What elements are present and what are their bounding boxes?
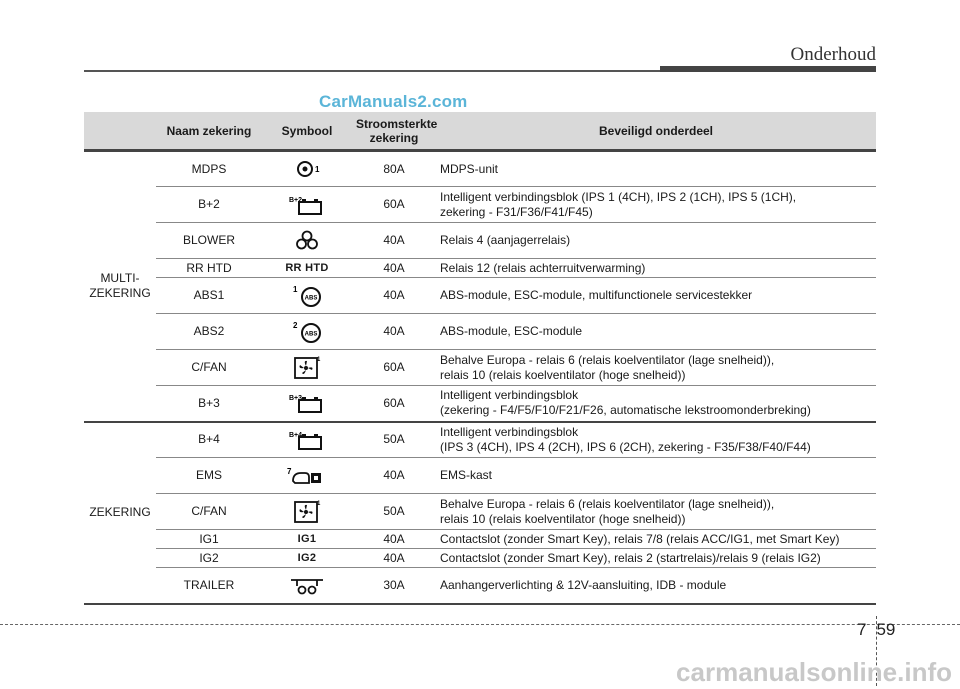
battery-2-icon — [262, 187, 352, 223]
fuse-desc: Behalve Europa - relais 6 (relais koelventilator (lage snelheid)), relais 10 (relais koelventilator (hoge snelheid)) — [436, 494, 876, 530]
fuse-desc: Intelligent verbindingsblok (zekering - F4/F5/F10/F21/F26, automatische lekstroomonderbreking) — [436, 386, 876, 422]
header-group — [84, 112, 156, 151]
fuse-name: ABS2 — [156, 314, 262, 350]
fuse-name: C/FAN — [156, 494, 262, 530]
fuse-name: IG2 — [156, 549, 262, 568]
table-row — [84, 494, 876, 530]
group-label-zekering: ZEKERING — [84, 422, 156, 604]
watermark-top: CarManuals2.com — [319, 92, 468, 111]
svg-text:1: 1 — [317, 356, 321, 363]
fuse-desc: Intelligent verbindingsblok (IPS 1 (4CH), IPS 2 (1CH), IPS 5 (1CH), zekering - F31/F36/F41/F45) — [436, 187, 876, 223]
fuse-rating: 40A — [352, 278, 436, 314]
fuse-desc: Intelligent verbindingsblok (IPS 3 (4CH), IPS 4 (2CH), IPS 6 (2CH), zekering - F35/F38/F40/F44) — [436, 422, 876, 458]
fuse-rating: 80A — [352, 151, 436, 187]
svg-text:2: 2 — [293, 320, 298, 330]
battery-4-icon — [262, 422, 352, 458]
fuse-rating: 40A — [352, 259, 436, 278]
blower-fan-icon — [262, 223, 352, 259]
svg-text:B+2: B+2 — [289, 196, 303, 204]
table-row — [84, 386, 876, 422]
svg-text:1: 1 — [317, 500, 321, 507]
ems-icon — [262, 458, 352, 494]
section-title: Onderhoud — [790, 44, 876, 65]
page-number — [857, 620, 895, 640]
table-row — [84, 187, 876, 223]
ig2-symbol: IG2 — [262, 549, 352, 568]
watermark-bottom: carmanualsonline.info — [676, 657, 952, 687]
svg-text:B+3: B+3 — [289, 395, 303, 403]
fuse-desc: Relais 4 (aanjagerrelais) — [436, 223, 876, 259]
rr-htd-symbol: RR HTD — [262, 259, 352, 278]
svg-text:B+4: B+4 — [289, 431, 303, 439]
table-row — [84, 314, 876, 350]
fuse-rating: 30A — [352, 568, 436, 604]
svg-text:7: 7 — [287, 466, 292, 476]
fuse-name: TRAILER — [156, 568, 262, 604]
fuse-desc: ABS-module, ESC-module, multifunctionele servicestekker — [436, 278, 876, 314]
svg-text:1: 1 — [293, 284, 298, 294]
mdps-icon — [262, 151, 352, 187]
header-rating: Stroomsterkte zekering — [352, 112, 436, 151]
fuse-desc: Contactslot (zonder Smart Key), relais 7/8 (relais ACC/IG1, met Smart Key) — [436, 530, 876, 549]
table-row — [84, 530, 876, 549]
svg-text:1: 1 — [315, 165, 320, 174]
table-row — [84, 458, 876, 494]
fuse-table — [84, 112, 876, 605]
table-row — [84, 422, 876, 458]
header-name: Naam zekering — [156, 112, 262, 151]
table-row — [84, 259, 876, 278]
page-number-value: 59 — [876, 620, 896, 639]
fuse-rating: 40A — [352, 530, 436, 549]
fuse-rating: 60A — [352, 350, 436, 386]
cooling-fan-icon — [262, 350, 352, 386]
svg-text:ABS: ABS — [304, 331, 318, 337]
fuse-name: EMS — [156, 458, 262, 494]
battery-3-icon — [262, 386, 352, 422]
table-row — [84, 223, 876, 259]
header-rule-accent — [660, 66, 876, 72]
fuse-desc: ABS-module, ESC-module — [436, 314, 876, 350]
table-row — [84, 350, 876, 386]
cooling-fan-icon — [262, 494, 352, 530]
fuse-desc: Relais 12 (relais achterruitverwarming) — [436, 259, 876, 278]
group-label-multi: MULTI- ZEKERING — [84, 151, 156, 422]
fuse-desc: Behalve Europa - relais 6 (relais koelventilator (lage snelheid)), relais 10 (relais koelventilator (hoge snelheid)) — [436, 350, 876, 386]
fuse-name: B+3 — [156, 386, 262, 422]
header-protected: Beveiligd onderdeel — [436, 112, 876, 151]
fuse-name: IG1 — [156, 530, 262, 549]
fuse-name: B+4 — [156, 422, 262, 458]
fuse-rating: 40A — [352, 458, 436, 494]
table-row — [84, 568, 876, 604]
table-row — [84, 549, 876, 568]
fuse-rating: 40A — [352, 223, 436, 259]
trailer-icon — [262, 568, 352, 604]
fuse-name: B+2 — [156, 187, 262, 223]
header-symbol: Symbool — [262, 112, 352, 151]
fuse-name: MDPS — [156, 151, 262, 187]
svg-text:ABS: ABS — [304, 295, 318, 301]
fuse-desc: MDPS-unit — [436, 151, 876, 187]
fuse-name: C/FAN — [156, 350, 262, 386]
footer-dashed-rule — [0, 624, 960, 625]
table-row — [84, 278, 876, 314]
table-row — [84, 151, 876, 187]
fuse-rating: 50A — [352, 494, 436, 530]
fuse-name: BLOWER — [156, 223, 262, 259]
table-header-row — [84, 112, 876, 151]
ig1-symbol: IG1 — [262, 530, 352, 549]
chapter-number: 7 — [857, 620, 867, 639]
fuse-rating: 60A — [352, 187, 436, 223]
fuse-rating: 50A — [352, 422, 436, 458]
abs-1-icon — [262, 278, 352, 314]
fuse-rating: 60A — [352, 386, 436, 422]
fuse-name: ABS1 — [156, 278, 262, 314]
fuse-name: RR HTD — [156, 259, 262, 278]
abs-2-icon — [262, 314, 352, 350]
fuse-rating: 40A — [352, 314, 436, 350]
fuse-desc: Contactslot (zonder Smart Key), relais 2 (startrelais)/relais 9 (relais IG2) — [436, 549, 876, 568]
fuse-desc: EMS-kast — [436, 458, 876, 494]
fuse-desc: Aanhangerverlichting & 12V-aansluiting, IDB - module — [436, 568, 876, 604]
fuse-rating: 40A — [352, 549, 436, 568]
